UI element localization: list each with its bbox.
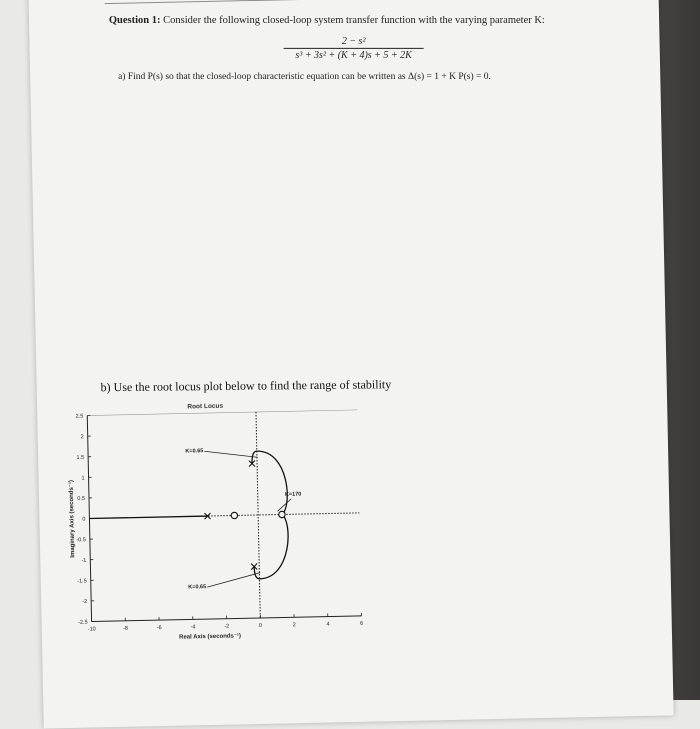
y-tick-label: -1.5	[77, 578, 87, 584]
x-tick-label: -8	[123, 626, 128, 632]
zero-marker	[231, 512, 238, 519]
x-tick-label: 0	[259, 623, 262, 629]
x-tick-label: -4	[190, 624, 195, 630]
real-axis-dotted	[187, 513, 359, 517]
gain-annotation: K=0.65	[185, 448, 203, 454]
y-tick-label: 1.5	[76, 455, 84, 461]
gain-annotation: K=170	[285, 492, 301, 498]
header-rule-thin	[105, 0, 581, 4]
question-text: Consider the following closed-loop system transfer function with the varying parameter K:	[163, 15, 545, 26]
transfer-function	[284, 36, 424, 61]
y-tick-label: -2.5	[78, 620, 88, 626]
tf-fraction-bar	[284, 48, 424, 49]
x-axis-label: Real Axis (seconds⁻¹)	[179, 632, 241, 640]
question-statement	[109, 15, 545, 26]
gain-annotation: K=0.65	[188, 584, 206, 590]
x-tick-label: 2	[293, 622, 296, 628]
y-axis-label: Imaginary Axis (seconds⁻¹)	[68, 480, 77, 558]
tf-denominator: s³ + 3s² + (K + 4)s + 5 + 2K	[284, 50, 424, 61]
y-tick-label: -1	[81, 558, 86, 564]
part-b-text: b) Use the root locus plot below to find the range of stability	[101, 377, 392, 395]
tf-numerator: 2 − s²	[284, 36, 424, 47]
y-tick-label: 0	[82, 517, 85, 523]
top-axis-line	[87, 410, 357, 416]
paper-sheet	[28, 0, 673, 729]
zero-marker	[279, 511, 286, 518]
y-tick-label: 2	[81, 434, 84, 440]
annotation-arrow	[207, 573, 261, 588]
y-tick-label: -2	[82, 599, 87, 605]
x-tick-label: -2	[224, 624, 229, 630]
chart-title: Root Locus	[187, 403, 223, 411]
y-tick-label: -0.5	[76, 537, 86, 543]
root-locus-plot	[65, 394, 380, 650]
x-tick-label: 6	[360, 621, 363, 627]
y-tick-label: 1	[81, 475, 84, 481]
annotation-arrow	[277, 499, 291, 512]
x-tick-label: 4	[326, 622, 329, 628]
x-tick-label: -6	[157, 625, 162, 631]
question-label: Question 1:	[109, 15, 161, 26]
x-tick-label: -10	[88, 626, 96, 632]
y-tick-label: 0.5	[77, 496, 85, 502]
part-a-text: a) Find P(s) so that the closed-loop characteristic equation can be written as Δ(s) = 1 + K P(s) = 0.	[118, 72, 491, 82]
y-tick-label: 2.5	[76, 414, 84, 420]
annotation-arrow	[204, 450, 257, 458]
locus-branch-real	[89, 516, 207, 518]
